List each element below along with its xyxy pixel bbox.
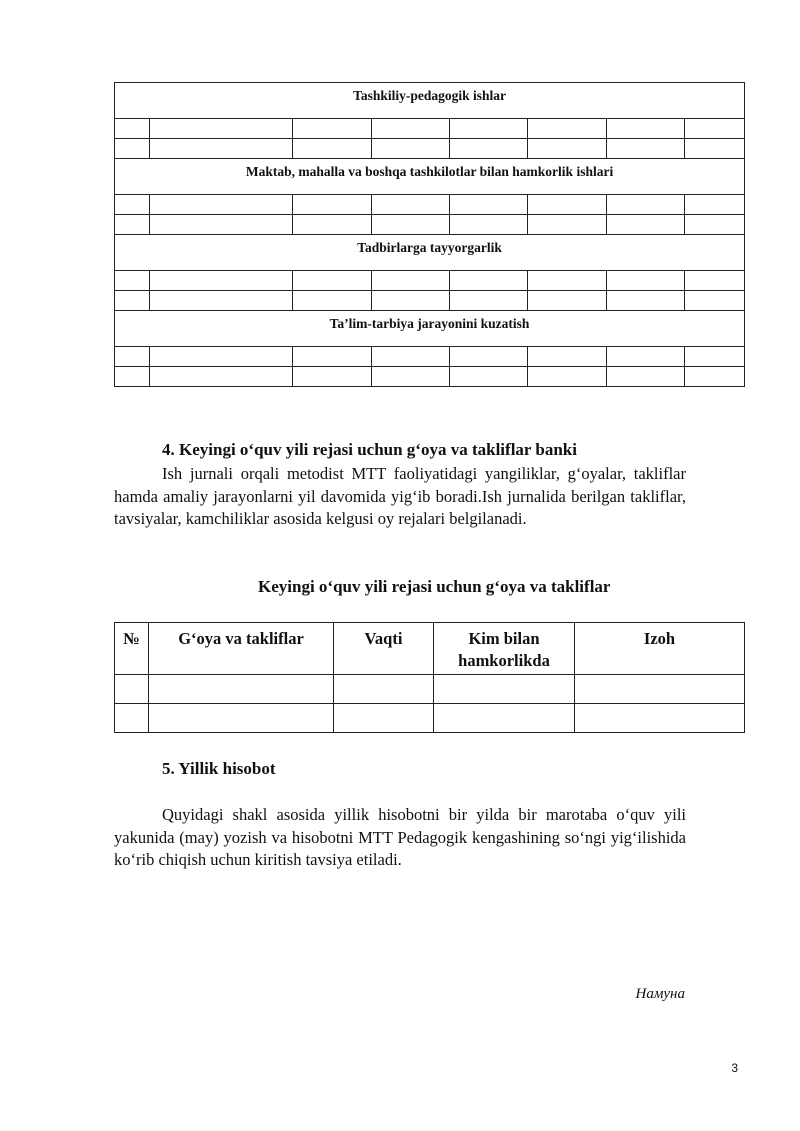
column-header-note: Izoh <box>575 623 745 675</box>
column-header-ideas: G‘oya va takliflar <box>149 623 334 675</box>
table-row <box>115 347 745 367</box>
section-row-title: Tashkiliy-pedagogik ishlar <box>115 83 745 119</box>
page-number: 3 <box>731 1061 738 1075</box>
activity-plan-table <box>114 82 745 387</box>
section-5-heading: 5. Yillik hisobot <box>162 759 276 778</box>
section-row-title: Tadbirlarga tayyorgarlik <box>115 235 745 271</box>
section-row-title: Maktab, mahalla va boshqa tashkilotlar bilan hamkorlik ishlari <box>115 159 745 195</box>
table-row <box>115 215 745 235</box>
ideas-table-title: Keyingi o‘quv yili rejasi uchun g‘oya va takliflar <box>258 577 611 596</box>
table-row <box>115 195 745 215</box>
table-row <box>115 119 745 139</box>
sample-label: Намуна <box>635 986 685 1002</box>
table-row <box>115 139 745 159</box>
column-header-partner: Kim bilan hamkorlikda <box>434 623 575 675</box>
section-row-title: Ta’lim-tarbiya jarayonini kuzatish <box>115 311 745 347</box>
table-row <box>115 675 745 704</box>
ideas-table <box>114 622 745 733</box>
section-4-paragraph: Ish jurnali orqali metodist MTT faoliyatidagi yangiliklar, g‘oyalar, takliflar hamda amaliy jarayonlarni yil davomida yig‘ib boradi.Ish jurnalida berilgan takliflar, tavsiyalar, kamchiliklar asosida kelgusi oy rejalari belgilanadi. <box>114 464 686 528</box>
column-header-number: № <box>115 623 149 675</box>
table-row <box>115 367 745 387</box>
section-5-paragraph: Quyidagi shakl asosida yillik hisobotni bir yilda bir marotaba o‘quv yili yakunida (may) yozish va hisobotni MTT Pedagogik kengashining so‘ngi yig‘ilishida ko‘rib chiqish uchun kiritish tavsiya etiladi. <box>114 805 686 869</box>
table-row <box>115 704 745 733</box>
section-4-heading: 4. Keyingi o‘quv yili rejasi uchun g‘oya va takliflar banki <box>162 440 577 459</box>
table-row <box>115 271 745 291</box>
table-row <box>115 291 745 311</box>
column-header-time: Vaqti <box>334 623 434 675</box>
